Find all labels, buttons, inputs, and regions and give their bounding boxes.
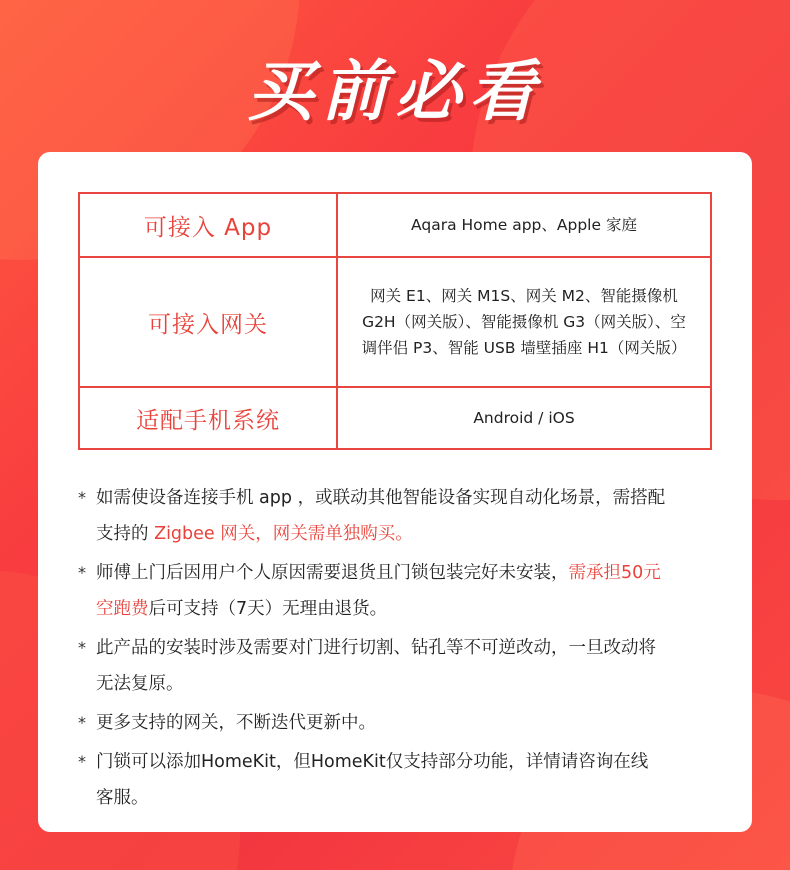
note-item — [78, 744, 718, 816]
spec-value-gateway — [338, 258, 710, 386]
spec-value-line: 调伴侣 P3、智能 USB 墙壁插座 H1（网关版） — [361, 339, 687, 357]
note-item — [78, 480, 718, 552]
spec-label-os: 适配手机系统 — [80, 388, 338, 448]
note-line: 客服。 — [96, 788, 149, 808]
spec-value-line: 网关 E1、网关 M1S、网关 M2、智能摄像机 — [370, 287, 678, 305]
page-title: 买前必看 — [247, 53, 543, 130]
bullet-asterisk: * — [78, 488, 86, 507]
bullet-asterisk: * — [78, 752, 86, 771]
note-highlight: 空跑费 — [96, 599, 149, 619]
spec-row-gateway — [80, 256, 710, 386]
note-item — [78, 555, 718, 627]
note-line — [96, 516, 718, 552]
note-text: 师傅上门后因用户个人原因需要退货且门锁包装完好未安装， — [96, 563, 569, 583]
spec-value-os — [338, 388, 710, 448]
note-highlight: Zigbee 网关，网关需单独购买。 — [154, 524, 413, 544]
note-line: 门锁可以添加HomeKit，但HomeKit仅支持部分功能，详情请咨询在线 — [96, 752, 649, 772]
note-text: 支持的 — [96, 524, 155, 544]
note-line: 无法复原。 — [96, 674, 184, 694]
note-line: 此产品的安装时涉及需要对门进行切割、钻孔等不可逆改动，一旦改动将 — [96, 638, 656, 658]
notes-list — [78, 480, 718, 819]
info-card — [38, 152, 752, 832]
spec-label-app: 可接入 App — [80, 194, 338, 256]
spec-value-line: G2H（网关版）、智能摄像机 G3（网关版）、空 — [362, 313, 686, 331]
note-line: 如需使设备连接手机 app ，或联动其他智能设备实现自动化场景，需搭配 — [96, 488, 666, 508]
bullet-asterisk: * — [78, 563, 86, 582]
spec-row-app — [80, 194, 710, 256]
note-item — [78, 705, 718, 741]
spec-label-gateway: 可接入网关 — [80, 258, 338, 386]
note-item — [78, 630, 718, 702]
bullet-asterisk: * — [78, 713, 86, 732]
spec-row-os — [80, 386, 710, 448]
note-line — [96, 555, 718, 591]
spec-table — [78, 192, 712, 450]
note-line — [96, 591, 718, 627]
note-line: 更多支持的网关，不断迭代更新中。 — [96, 713, 376, 733]
bullet-asterisk: * — [78, 638, 86, 657]
spec-value-line: Aqara Home app、Apple 家庭 — [411, 216, 637, 234]
spec-value-line: Android / iOS — [473, 409, 575, 427]
note-text: 后可支持（7天）无理由退货。 — [148, 599, 388, 619]
spec-value-app — [338, 194, 710, 256]
note-highlight: 需承担50元 — [568, 563, 661, 583]
